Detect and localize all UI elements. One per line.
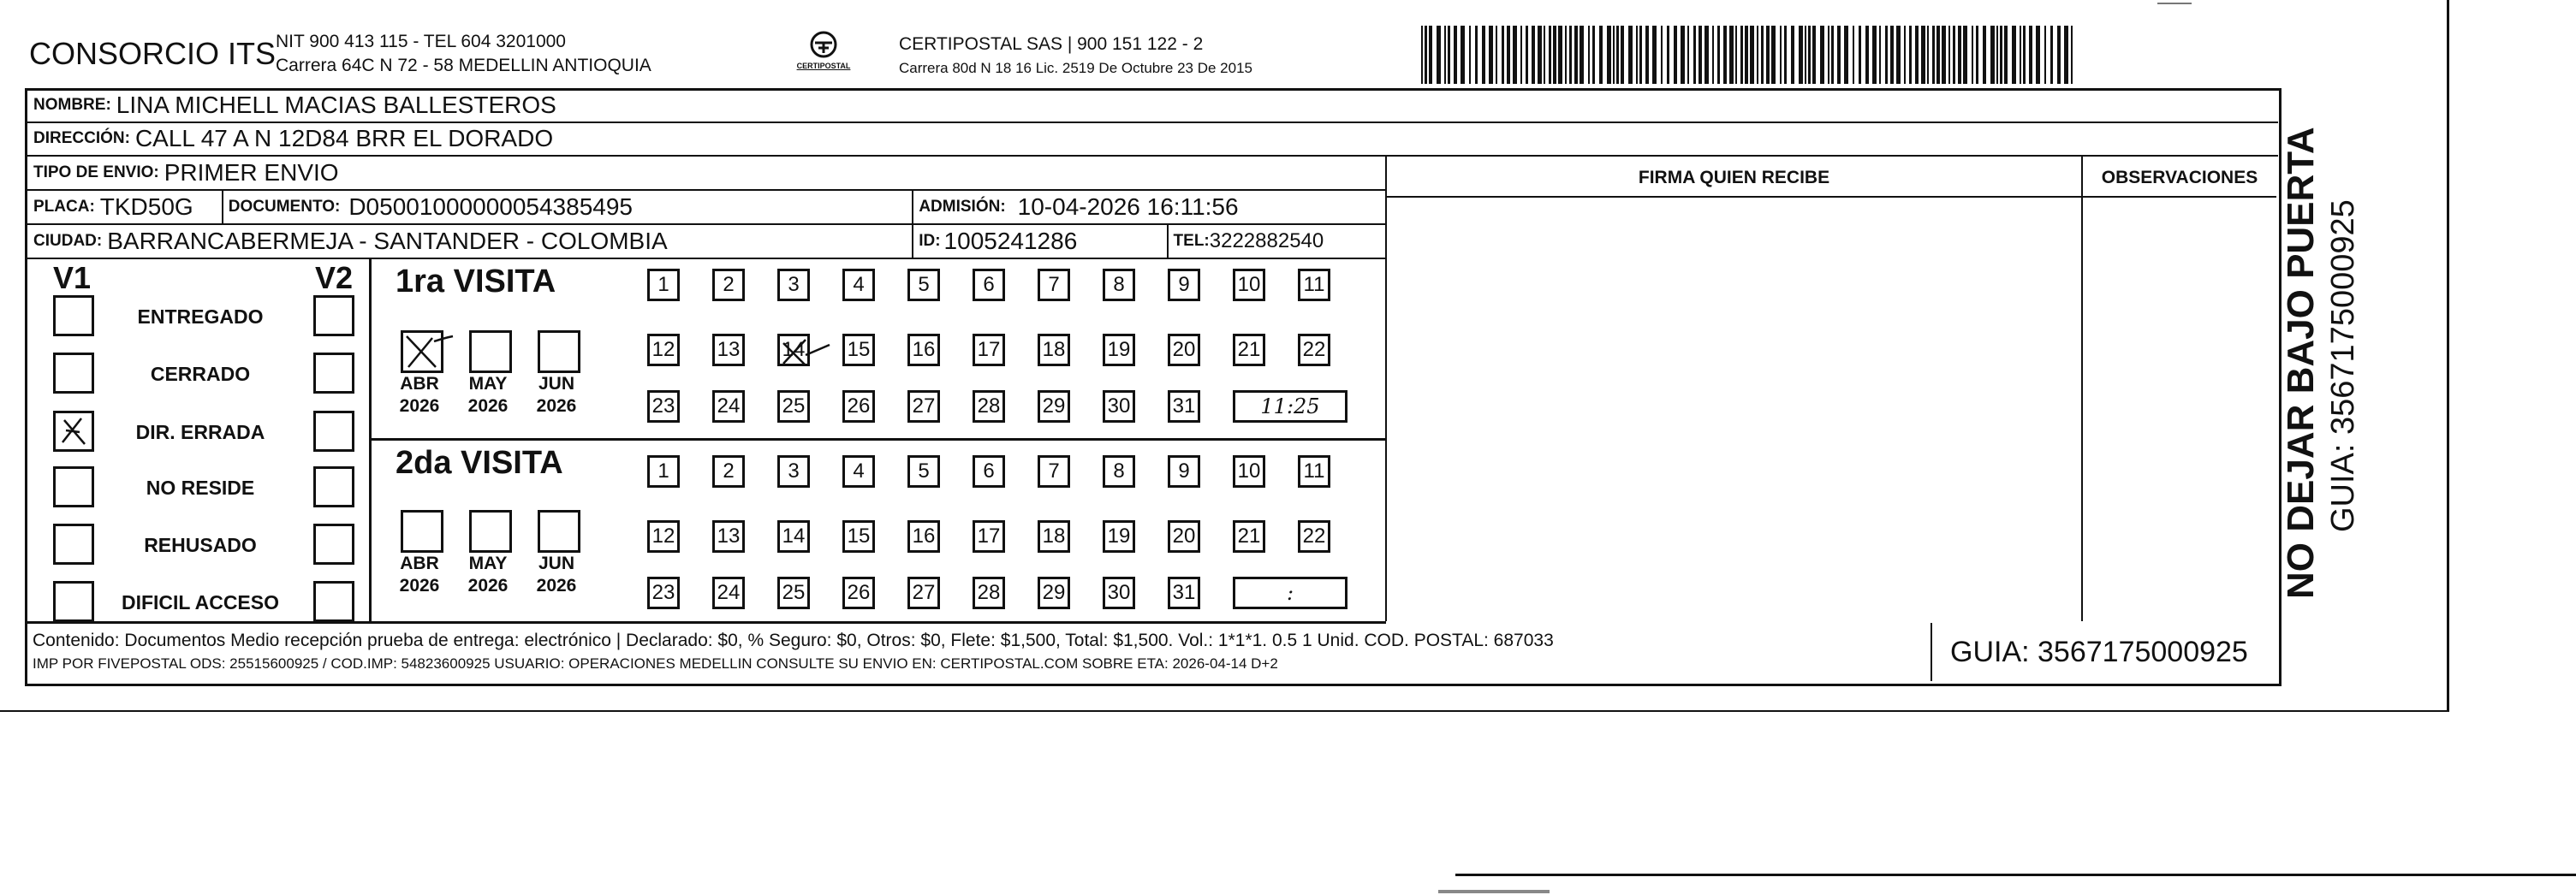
divider: [912, 191, 913, 223]
footer-guia: GUIA: 3567175000925: [1950, 636, 2248, 668]
certipostal-logo: [789, 29, 858, 79]
month-label: ABR 2026: [399, 374, 440, 416]
status-v2-checkbox[interactable]: [313, 466, 354, 507]
barcode-bar: [1942, 26, 1946, 84]
barcode-bar: [1812, 26, 1816, 84]
direccion-value: CALL 47 A N 12D84 BRR EL DORADO: [134, 125, 554, 151]
placa-label: PLACA:: [33, 198, 95, 216]
barcode-bar: [1569, 26, 1572, 84]
day-19[interactable]: 19: [1103, 520, 1135, 553]
barcode-bar: [1681, 26, 1685, 84]
barcode-bar: [1544, 26, 1545, 84]
day-22[interactable]: 22: [1298, 520, 1330, 553]
direccion-label: DIRECCIÓN:: [33, 129, 130, 147]
barcode-bar: [2050, 26, 2053, 84]
tipo-value: PRIMER ENVIO: [164, 159, 339, 186]
barcode-bar: [1844, 26, 1848, 84]
barcode-bar: [1652, 26, 1657, 84]
barcode-bar: [1791, 26, 1794, 84]
status-v1-checkbox[interactable]: [53, 524, 94, 565]
barcode-bar: [1983, 26, 1986, 84]
barcode-bar: [1885, 26, 1888, 84]
lower-line: [0, 710, 2449, 712]
barcode-bar: [1750, 26, 1754, 84]
barcode-bar: [1859, 26, 1861, 84]
barcode-bar: [1761, 26, 1764, 84]
day-10[interactable]: 10: [1233, 455, 1265, 488]
month-checkbox-jun[interactable]: [538, 330, 580, 373]
day-14[interactable]: 14: [777, 520, 810, 553]
barcode-bar: [1784, 26, 1787, 84]
day-26[interactable]: 26: [842, 577, 875, 609]
status-v2-checkbox[interactable]: [313, 353, 354, 394]
day-7[interactable]: 7: [1038, 269, 1070, 301]
barcode-bar: [1599, 26, 1603, 84]
month-checkbox-abr[interactable]: [401, 330, 443, 373]
edge-line: [2157, 3, 2192, 4]
barcode-bar: [1780, 26, 1782, 84]
day-11[interactable]: 11: [1298, 455, 1330, 488]
day-9[interactable]: 9: [1168, 269, 1200, 301]
status-label: ENTREGADO: [137, 305, 264, 328]
barcode-bar: [1513, 26, 1517, 84]
day-1[interactable]: 1: [647, 269, 680, 301]
footer-line1: Contenido: Documentos Medio recepción prueba de entrega: electrónico | Declarado: $0, % Seguro: $0, Otros: $0, Flete: $1,500, Total: $1,500. Vol.: 1*1*1. 0.5 1 Unid. COD. POSTAL: 687033: [33, 631, 1554, 650]
barcode-bar: [1963, 26, 1967, 84]
barcode-bar: [1712, 26, 1714, 84]
barcode-bar: [1904, 26, 1906, 84]
day-23[interactable]: 23: [647, 390, 680, 423]
day-30[interactable]: 30: [1103, 390, 1135, 423]
barcode: [1421, 0, 2106, 94]
barcode-bar: [1444, 26, 1446, 84]
day-14[interactable]: 14: [777, 334, 810, 366]
barcode-bar: [1879, 26, 1881, 84]
day-3[interactable]: 3: [777, 455, 810, 488]
month-checkbox-may[interactable]: [469, 510, 512, 553]
visit-divider: [372, 438, 1387, 441]
placa-value: TKD50G: [99, 193, 193, 220]
row-tipo: [27, 157, 1386, 191]
status-v1-checkbox[interactable]: [53, 295, 94, 336]
barcode-bar: [2023, 26, 2026, 84]
barcode-bar: [1828, 26, 1829, 84]
ciudad-label: CIUDAD:: [33, 232, 103, 250]
month-label: MAY 2026: [467, 554, 509, 596]
v1-label: V1: [53, 260, 92, 295]
barcode-bar: [1740, 26, 1743, 84]
nombre-value: LINA MICHELL MACIAS BALLESTEROS: [116, 92, 556, 118]
status-label: DIFICIL ACCESO: [121, 591, 279, 613]
day-13[interactable]: 13: [712, 334, 745, 366]
logo-text: CERTIPOSTAL: [796, 62, 851, 70]
barcode-bar: [1687, 26, 1689, 84]
status-label: REHUSADO: [144, 534, 257, 556]
status-v1-checkbox[interactable]: [53, 411, 94, 452]
barcode-bar: [2057, 26, 2061, 84]
barcode-bar: [1574, 26, 1578, 84]
barcode-bar: [1532, 26, 1535, 84]
day-4[interactable]: 4: [842, 269, 875, 301]
courier-info-line1: CERTIPOSTAL SAS | 900 151 122 - 2: [899, 34, 1204, 54]
barcode-bar: [1667, 26, 1669, 84]
barcode-bar: [1507, 26, 1510, 84]
barcode-bar: [1496, 26, 1497, 84]
day-27[interactable]: 27: [907, 390, 940, 423]
status-label: DIR. ERRADA: [135, 421, 265, 443]
barcode-bar: [1674, 26, 1677, 84]
row-placa: [27, 191, 1386, 225]
barcode-bar: [2004, 26, 2008, 84]
company-info-line2: Carrera 64C N 72 - 58 MEDELLIN ANTIOQUIA: [276, 56, 651, 75]
barcode-bar: [1616, 26, 1619, 84]
day-21[interactable]: 21: [1233, 520, 1265, 553]
day-20[interactable]: 20: [1168, 520, 1200, 553]
barcode-bar: [1771, 26, 1776, 84]
day-23[interactable]: 23: [647, 577, 680, 609]
barcode-bar: [1953, 26, 1955, 84]
day-24[interactable]: 24: [712, 577, 745, 609]
barcode-bar: [2064, 26, 2068, 84]
barcode-bar: [1729, 26, 1734, 84]
barcode-bar: [1549, 26, 1551, 84]
barcode-bar: [1805, 26, 1806, 84]
barcode-bar: [1990, 26, 1995, 84]
barcode-bar: [1915, 26, 1919, 84]
barcode-bar: [1645, 26, 1649, 84]
courier-info-line2: Carrera 80d N 18 16 Lic. 2519 De Octubre 23 De 2015: [899, 60, 1252, 76]
barcode-bar: [1661, 26, 1663, 84]
day-31[interactable]: 31: [1168, 390, 1200, 423]
day-15[interactable]: 15: [842, 520, 875, 553]
barcode-bar: [1588, 26, 1590, 84]
barcode-bar: [1948, 26, 1950, 84]
barcode-bar: [1693, 26, 1696, 84]
day-29[interactable]: 29: [1038, 577, 1070, 609]
barcode-bar: [1808, 26, 1811, 84]
barcode-bar: [1698, 26, 1702, 84]
month-label: JUN 2026: [536, 374, 577, 416]
day-7[interactable]: 7: [1038, 455, 1070, 488]
month-checkbox-jun[interactable]: [538, 510, 580, 553]
time-box[interactable]: 11:25: [1233, 390, 1347, 423]
barcode-bar: [1820, 26, 1824, 84]
barcode-bar: [1448, 26, 1450, 84]
barcode-bar: [1837, 26, 1841, 84]
status-v2-checkbox[interactable]: [313, 411, 354, 452]
barcode-bar: [1853, 26, 1854, 84]
barcode-bar: [1704, 26, 1709, 84]
day-28[interactable]: 28: [973, 390, 1005, 423]
barcode-bar: [1927, 26, 1929, 84]
status-label: CERRADO: [150, 363, 251, 385]
barcode-bar: [1896, 26, 1901, 84]
tel-label: TEL:: [1173, 232, 1210, 250]
barcode-bar: [1538, 26, 1542, 84]
day-2[interactable]: 2: [712, 455, 745, 488]
barcode-bar: [1757, 26, 1758, 84]
barcode-bar: [1437, 26, 1441, 84]
lower-line: [1438, 890, 1550, 893]
barcode-bar: [2020, 26, 2021, 84]
lower-line: [1455, 874, 2576, 876]
day-27[interactable]: 27: [907, 577, 940, 609]
day-9[interactable]: 9: [1168, 455, 1200, 488]
status-v1-checkbox[interactable]: [53, 353, 94, 394]
documento-value: D05001000000054385495: [348, 193, 633, 220]
status-v1-checkbox[interactable]: [53, 581, 94, 622]
day-18[interactable]: 18: [1038, 334, 1070, 366]
day-16[interactable]: 16: [907, 334, 940, 366]
barcode-bar: [2071, 26, 2073, 84]
guia-divider: [1931, 623, 1932, 681]
barcode-bar: [1628, 26, 1633, 84]
documento-label: DOCUMENTO:: [228, 198, 341, 216]
barcode-bar: [1921, 26, 1925, 84]
barcode-bar: [1613, 26, 1615, 84]
nombre-label: NOMBRE:: [33, 96, 111, 114]
time-box[interactable]: :: [1233, 577, 1347, 609]
status-v1-checkbox[interactable]: [53, 466, 94, 507]
day-8[interactable]: 8: [1103, 269, 1135, 301]
visit1-title: 1ra VISITA: [396, 264, 556, 299]
barcode-bar: [2000, 26, 2002, 84]
id-label: ID:: [919, 232, 941, 250]
barcode-bar: [1735, 26, 1737, 84]
barcode-bar: [1976, 26, 1978, 84]
day-29[interactable]: 29: [1038, 390, 1070, 423]
barcode-bar: [1639, 26, 1642, 84]
day-3[interactable]: 3: [777, 269, 810, 301]
barcode-bar: [1745, 26, 1748, 84]
barcode-bar: [1872, 26, 1877, 84]
day-31[interactable]: 31: [1168, 577, 1200, 609]
barcode-bar: [1592, 26, 1595, 84]
day-6[interactable]: 6: [973, 269, 1005, 301]
visit2-title: 2da VISITA: [396, 445, 563, 481]
side-warning: NO DEJAR BAJO PUERTA: [2280, 127, 2322, 599]
barcode-bar: [1636, 26, 1638, 84]
firma-header: FIRMA QUIEN RECIBE: [1638, 168, 1830, 187]
month-checkbox-abr[interactable]: [401, 510, 443, 553]
barcode-bar: [1890, 26, 1894, 84]
barcode-bar: [1421, 26, 1423, 84]
day-18[interactable]: 18: [1038, 520, 1070, 553]
day-26[interactable]: 26: [842, 390, 875, 423]
ciudad-value: BARRANCABERMEJA - SANTANDER - COLOMBIA: [107, 228, 668, 254]
barcode-bar: [2044, 26, 2046, 84]
barcode-bar: [1766, 26, 1770, 84]
day-11[interactable]: 11: [1298, 269, 1330, 301]
barcode-bar: [1958, 26, 1961, 84]
month-checkbox-may[interactable]: [469, 330, 512, 373]
barcode-bar: [1454, 26, 1457, 84]
barcode-bar: [1607, 26, 1611, 84]
barcode-bar: [1553, 26, 1556, 84]
day-15[interactable]: 15: [842, 334, 875, 366]
day-25[interactable]: 25: [777, 577, 810, 609]
barcode-bar: [1799, 26, 1803, 84]
month-label: JUN 2026: [536, 554, 577, 596]
barcode-bar: [1972, 26, 1973, 84]
day-20[interactable]: 20: [1168, 334, 1200, 366]
v2-label: V2: [315, 260, 354, 295]
day-2[interactable]: 2: [712, 269, 745, 301]
row-direccion: [27, 122, 2278, 157]
barcode-bar: [1621, 26, 1624, 84]
day-5[interactable]: 5: [907, 455, 940, 488]
company-name: CONSORCIO ITS: [29, 36, 277, 71]
tipo-label: TIPO DE ENVIO:: [33, 163, 159, 181]
day-4[interactable]: 4: [842, 455, 875, 488]
barcode-bar: [1475, 26, 1478, 84]
observaciones-header: OBSERVACIONES: [2101, 168, 2258, 187]
row-ciudad: [27, 225, 1386, 259]
status-v2-checkbox[interactable]: [313, 295, 354, 336]
footer-line2: IMP POR FIVEPOSTAL ODS: 25515600925 / COD.IMP: 54823600925 USUARIO: OPERACIONES MEDELLIN CONSULTE SU ENVIO EN: CERTIPOSTAL.COM SOBRE ETA: 2026-04-14 D+2: [33, 655, 1278, 672]
barcode-bar: [1429, 26, 1432, 84]
barcode-bar: [2012, 26, 2016, 84]
day-6[interactable]: 6: [973, 455, 1005, 488]
divider: [1167, 225, 1169, 258]
day-16[interactable]: 16: [907, 520, 940, 553]
barcode-bar: [1565, 26, 1567, 84]
barcode-bar: [1717, 26, 1720, 84]
barcode-bar: [1502, 26, 1504, 84]
day-17[interactable]: 17: [973, 334, 1005, 366]
barcode-bar: [1909, 26, 1912, 84]
id-value: 1005241286: [943, 228, 1078, 254]
col-divider: [1385, 196, 2276, 198]
status-v2-checkbox[interactable]: [313, 524, 354, 565]
barcode-bar: [2036, 26, 2040, 84]
row-nombre: [27, 89, 2278, 123]
barcode-bar: [1526, 26, 1528, 84]
barcode-bar: [1932, 26, 1935, 84]
day-8[interactable]: 8: [1103, 455, 1135, 488]
side-guia: GUIA: 3567175000925: [2325, 199, 2361, 532]
barcode-bar: [1996, 26, 1998, 84]
divider: [912, 225, 913, 258]
barcode-bar: [1520, 26, 1522, 84]
day-21[interactable]: 21: [1233, 334, 1265, 366]
barcode-bar: [1558, 26, 1562, 84]
admision-label: ADMISIÓN:: [919, 198, 1006, 216]
day-12[interactable]: 12: [647, 520, 680, 553]
barcode-bar: [1469, 26, 1471, 84]
month-label: MAY 2026: [467, 374, 509, 416]
barcode-bar: [1489, 26, 1493, 84]
barcode-bar: [1580, 26, 1584, 84]
day-22[interactable]: 22: [1298, 334, 1330, 366]
day-24[interactable]: 24: [712, 390, 745, 423]
barcode-bar: [1936, 26, 1940, 84]
day-17[interactable]: 17: [973, 520, 1005, 553]
barcode-bar: [2029, 26, 2032, 84]
day-5[interactable]: 5: [907, 269, 940, 301]
status-label: NO RESIDE: [146, 477, 255, 499]
day-28[interactable]: 28: [973, 577, 1005, 609]
barcode-bar: [1482, 26, 1485, 84]
day-19[interactable]: 19: [1103, 334, 1135, 366]
barcode-bar: [1723, 26, 1727, 84]
barcode-bar: [1865, 26, 1869, 84]
company-info-line1: NIT 900 413 115 - TEL 604 3201000: [276, 32, 566, 51]
day-13[interactable]: 13: [712, 520, 745, 553]
day-30[interactable]: 30: [1103, 577, 1135, 609]
barcode-bar: [1461, 26, 1465, 84]
edge-line: [2447, 0, 2449, 710]
admision-value: 10-04-2026 16:11:56: [1017, 193, 1239, 220]
tel-value: 3222882540: [1209, 229, 1324, 252]
day-1[interactable]: 1: [647, 455, 680, 488]
day-25[interactable]: 25: [777, 390, 810, 423]
day-12[interactable]: 12: [647, 334, 680, 366]
divider: [222, 191, 223, 223]
month-label: ABR 2026: [399, 554, 440, 596]
barcode-bar: [1831, 26, 1834, 84]
col-divider: [2081, 157, 2083, 621]
barcode-bar: [1425, 26, 1427, 84]
status-v2-checkbox[interactable]: [313, 581, 354, 622]
day-10[interactable]: 10: [1233, 269, 1265, 301]
